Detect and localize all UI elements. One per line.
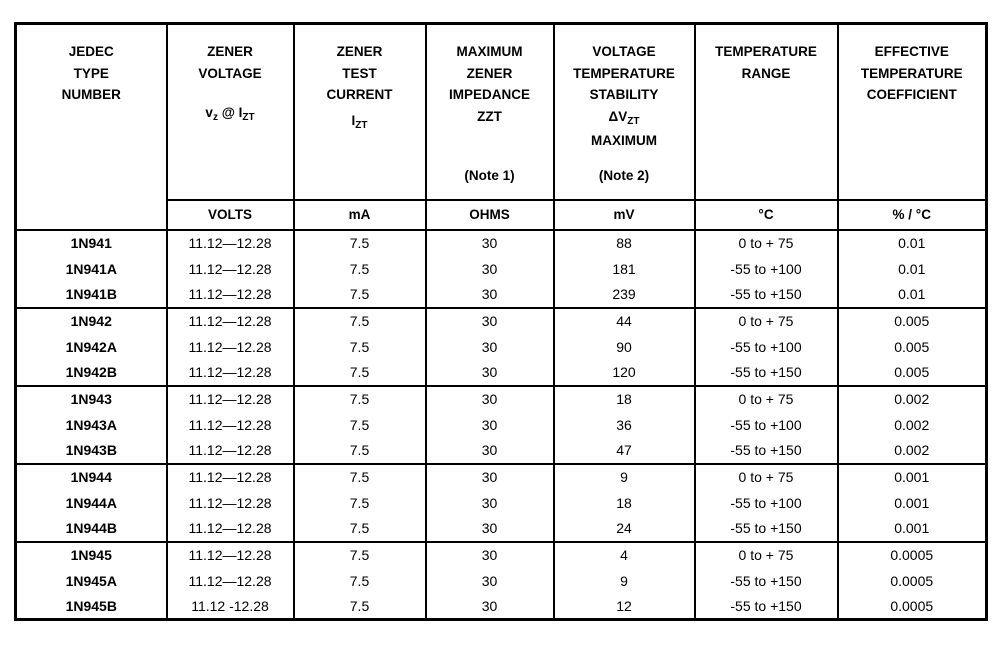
cell-type-number: 1N941A (16, 256, 167, 282)
col-header-test-current (294, 24, 426, 200)
cell-temp-coefficient: 0.005 (838, 308, 987, 334)
cell-test-current: 7.5 (294, 360, 426, 386)
col-header-temp-coefficient (838, 24, 987, 200)
header-line: VOLTAGE (198, 65, 262, 81)
header-line: TYPE (73, 65, 109, 81)
table-row (16, 334, 987, 360)
dvzt-formula (609, 106, 640, 130)
table-row (16, 568, 987, 594)
header-row (16, 24, 987, 200)
cell-stability: 18 (554, 386, 695, 412)
cell-stability: 9 (554, 568, 695, 594)
cell-impedance: 30 (426, 542, 554, 568)
cell-temp-coefficient: 0.001 (838, 516, 987, 542)
note-2-label: (Note 2) (598, 168, 650, 184)
cell-temp-range: 0 to + 75 (695, 386, 838, 412)
cell-stability: 4 (554, 542, 695, 568)
table-row (16, 230, 987, 256)
cell-temp-coefficient: 0.0005 (838, 542, 987, 568)
cell-type-number: 1N941 (16, 230, 167, 256)
group-1n941 (16, 230, 987, 308)
cell-test-current: 7.5 (294, 568, 426, 594)
cell-impedance: 30 (426, 490, 554, 516)
table-row (16, 386, 987, 412)
table-row (16, 490, 987, 516)
cell-zener-voltage: 11.12—12.28 (167, 256, 294, 282)
formula-base: I (351, 112, 356, 128)
cell-temp-coefficient: 0.005 (838, 360, 987, 386)
cell-type-number: 1N944 (16, 464, 167, 490)
cell-temp-coefficient: 0.01 (838, 256, 987, 282)
cell-stability: 24 (554, 516, 695, 542)
cell-stability: 90 (554, 334, 695, 360)
header-line: ZENER (466, 65, 513, 81)
cell-test-current: 7.5 (294, 256, 426, 282)
cell-type-number: 1N941B (16, 282, 167, 308)
table-row (16, 282, 987, 308)
col-header-impedance (426, 24, 554, 200)
cell-impedance: 30 (426, 464, 554, 490)
col-header-stability (554, 24, 695, 200)
cell-type-number: 1N945B (16, 594, 167, 620)
header-line: ZZT (477, 108, 502, 124)
formula-base: v (205, 105, 213, 121)
header-line: TEMPERATURE (715, 44, 817, 59)
cell-temp-range: -55 to +100 (695, 412, 838, 438)
cell-impedance: 30 (426, 256, 554, 282)
cell-zener-voltage: 11.12 -12.28 (167, 594, 294, 620)
cell-temp-coefficient: 0.002 (838, 438, 987, 464)
group-1n942 (16, 308, 987, 386)
cell-type-number: 1N942B (16, 360, 167, 386)
header-line: ZENER (207, 44, 253, 59)
cell-impedance: 30 (426, 282, 554, 308)
table-row (16, 438, 987, 464)
cell-temp-range: -55 to +100 (695, 256, 838, 282)
table-row (16, 516, 987, 542)
cell-stability: 9 (554, 464, 695, 490)
table-row (16, 542, 987, 568)
cell-test-current: 7.5 (294, 334, 426, 360)
cell-zener-voltage: 11.12—12.28 (167, 282, 294, 308)
cell-test-current: 7.5 (294, 516, 426, 542)
unit-ohms: OHMS (426, 200, 554, 230)
zener-spec-table (14, 22, 988, 621)
header-line: MAXIMUM (456, 44, 523, 59)
cell-type-number: 1N943 (16, 386, 167, 412)
formula-sub: ZT (627, 115, 640, 127)
cell-temp-range: -55 to +150 (695, 568, 838, 594)
formula-mid: @ I (217, 105, 243, 121)
header-line: JEDEC (68, 44, 114, 59)
header-line: TEMPERATURE (573, 65, 675, 81)
cell-stability: 181 (554, 256, 695, 282)
header-line: VOLTAGE (592, 44, 656, 59)
cell-type-number: 1N942 (16, 308, 167, 334)
header-line: CURRENT (326, 87, 393, 103)
cell-zener-voltage: 11.12—12.28 (167, 438, 294, 464)
cell-test-current: 7.5 (294, 308, 426, 334)
header-line: COEFFICIENT (866, 87, 957, 103)
note-1-label: (Note 1) (464, 168, 515, 184)
cell-temp-coefficient: 0.005 (838, 334, 987, 360)
table-row (16, 464, 987, 490)
cell-test-current: 7.5 (294, 412, 426, 438)
cell-zener-voltage: 11.12—12.28 (167, 490, 294, 516)
cell-temp-coefficient: 0.002 (838, 386, 987, 412)
table-row (16, 594, 987, 620)
cell-type-number: 1N945 (16, 542, 167, 568)
cell-temp-range: -55 to +150 (695, 594, 838, 620)
cell-type-number: 1N945A (16, 568, 167, 594)
cell-temp-range: 0 to + 75 (695, 230, 838, 256)
cell-stability: 36 (554, 412, 695, 438)
formula-base: ΔV (608, 108, 628, 124)
cell-temp-range: 0 to + 75 (695, 308, 838, 334)
formula-sub: z (212, 112, 218, 124)
group-1n944 (16, 464, 987, 542)
table-header (16, 24, 987, 230)
cell-impedance: 30 (426, 412, 554, 438)
cell-impedance: 30 (426, 360, 554, 386)
header-line: IMPEDANCE (448, 87, 530, 103)
formula-sub: ZT (355, 119, 368, 131)
cell-impedance: 30 (426, 568, 554, 594)
header-line: NUMBER (61, 87, 121, 103)
cell-zener-voltage: 11.12—12.28 (167, 542, 294, 568)
cell-temp-coefficient: 0.01 (838, 230, 987, 256)
cell-test-current: 7.5 (294, 386, 426, 412)
unit-volts: VOLTS (167, 200, 294, 230)
cell-type-number: 1N944B (16, 516, 167, 542)
cell-test-current: 7.5 (294, 230, 426, 256)
table-row (16, 308, 987, 334)
cell-test-current: 7.5 (294, 438, 426, 464)
cell-temp-range: -55 to +150 (695, 438, 838, 464)
unit-percent-per-celsius: % / °C (838, 200, 987, 230)
unit-mv: mV (554, 200, 695, 230)
cell-type-number: 1N942A (16, 334, 167, 360)
header-line: RANGE (741, 65, 791, 81)
cell-type-number: 1N943B (16, 438, 167, 464)
cell-temp-coefficient: 0.001 (838, 464, 987, 490)
col-header-zener-voltage (167, 24, 294, 200)
cell-temp-range: 0 to + 75 (695, 542, 838, 568)
unit-celsius: °C (695, 200, 838, 230)
cell-stability: 47 (554, 438, 695, 464)
cell-zener-voltage: 11.12—12.28 (167, 568, 294, 594)
cell-temp-range: -55 to +100 (695, 334, 838, 360)
formula-sub: ZT (242, 112, 255, 124)
cell-test-current: 7.5 (294, 490, 426, 516)
header-line: MAXIMUM (591, 132, 657, 148)
cell-temp-coefficient: 0.001 (838, 490, 987, 516)
cell-impedance: 30 (426, 230, 554, 256)
cell-zener-voltage: 11.12—12.28 (167, 516, 294, 542)
cell-zener-voltage: 11.12—12.28 (167, 334, 294, 360)
cell-zener-voltage: 11.12—12.28 (167, 308, 294, 334)
cell-temp-range: 0 to + 75 (695, 464, 838, 490)
cell-stability: 18 (554, 490, 695, 516)
cell-zener-voltage: 11.12—12.28 (167, 386, 294, 412)
cell-impedance: 30 (426, 516, 554, 542)
cell-temp-coefficient: 0.0005 (838, 568, 987, 594)
cell-stability: 88 (554, 230, 695, 256)
col-header-jedec-type (16, 24, 167, 230)
header-line: STABILITY (589, 87, 659, 103)
cell-zener-voltage: 11.12—12.28 (167, 230, 294, 256)
table-row (16, 412, 987, 438)
table-row (16, 256, 987, 282)
cell-stability: 120 (554, 360, 695, 386)
header-line: ZENER (336, 44, 383, 59)
cell-temp-range: -55 to +150 (695, 360, 838, 386)
cell-temp-range: -55 to +150 (695, 516, 838, 542)
header-line: TEST (342, 65, 377, 81)
table-row (16, 360, 987, 386)
cell-temp-coefficient: 0.01 (838, 282, 987, 308)
group-1n945 (16, 542, 987, 620)
cell-impedance: 30 (426, 438, 554, 464)
cell-stability: 12 (554, 594, 695, 620)
header-line: EFFECTIVE (874, 44, 949, 59)
cell-zener-voltage: 11.12—12.28 (167, 360, 294, 386)
cell-impedance: 30 (426, 594, 554, 620)
izt-formula (352, 110, 368, 134)
cell-temp-coefficient: 0.0005 (838, 594, 987, 620)
cell-type-number: 1N944A (16, 490, 167, 516)
cell-test-current: 7.5 (294, 594, 426, 620)
group-1n943 (16, 386, 987, 464)
col-header-temp-range (695, 24, 838, 200)
cell-temp-range: -55 to +150 (695, 282, 838, 308)
cell-test-current: 7.5 (294, 464, 426, 490)
cell-impedance: 30 (426, 334, 554, 360)
cell-impedance: 30 (426, 386, 554, 412)
cell-zener-voltage: 11.12—12.28 (167, 412, 294, 438)
cell-temp-coefficient: 0.002 (838, 412, 987, 438)
cell-stability: 239 (554, 282, 695, 308)
cell-test-current: 7.5 (294, 542, 426, 568)
unit-ma: mA (294, 200, 426, 230)
cell-zener-voltage: 11.12—12.28 (167, 464, 294, 490)
cell-type-number: 1N943A (16, 412, 167, 438)
vz-formula (205, 102, 254, 126)
cell-impedance: 30 (426, 308, 554, 334)
cell-temp-range: -55 to +100 (695, 490, 838, 516)
cell-test-current: 7.5 (294, 282, 426, 308)
cell-stability: 44 (554, 308, 695, 334)
header-line: TEMPERATURE (860, 65, 963, 81)
